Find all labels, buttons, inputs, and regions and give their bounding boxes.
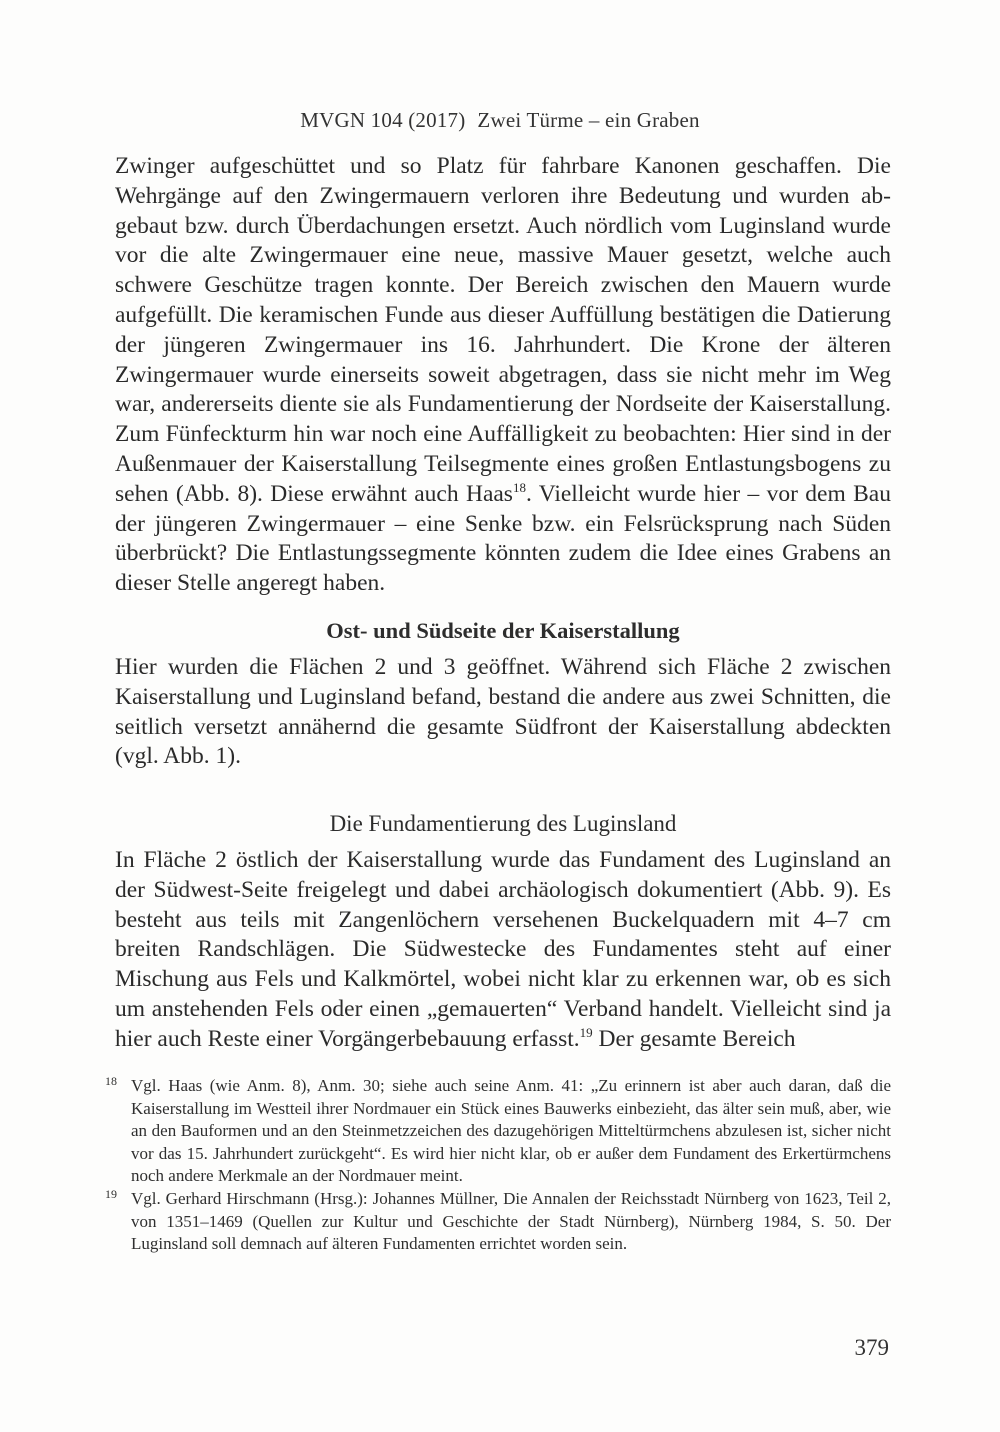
subsection-heading: Die Fundamentierung des Luginsland (329, 811, 677, 836)
section-heading: Ost- und Südseite der Kaiserstallung (326, 618, 680, 643)
footnote (105, 1074, 891, 1188)
body-paragraph (115, 152, 891, 599)
footnote-reference[interactable]: 18 (512, 479, 526, 495)
footnote-number: 19 (105, 1186, 117, 1201)
article-title: Zwei Türme – ein Graben (477, 108, 700, 132)
paragraph-text: In Fläche 2 östlich der Kaiserstallung wurde das Fundament des Luginsland an der Südwest-Seite freigelegt und dabei archäologisch dokumentiert (Abb. 9). Es besteht aus teils mit Zangenlöchern versehenen Buckelquadern mit 4–7 cm breiten Randschlägen. Die Südwestecke des Fundamentes steht auf einer Mischung aus Fels und Kalkmörtel, wobei nicht klar zu erkennen war, ob es sich um anstehenden Fels oder einen „gemauerten“ Verband handelt. Vielleicht sind ja hier auch Reste einer Vorgängerbebauung erfasst. (115, 847, 891, 1052)
running-header (0, 108, 1000, 133)
footnotes (105, 1074, 891, 1256)
body-paragraph: Hier wurden die Flächen 2 und 3 geöffnet. Während sich Fläche 2 zwischen Kaiserstallung und Luginsland befand, bestand die andere aus zwei Schnitten, die seitlich versetzt annähernd die gesamte Südfront der Kaiserstallung abdeckten (vgl. Abb. 1). (115, 654, 891, 770)
footnote-text: Vgl. Gerhard Hirschmann (Hrsg.): Johannes Müllner, Die Annalen der Reichsstadt Nürnberg von 1623, Teil 2, von 1351–1469 (Quellen zur Kultur und Geschichte der Stadt Nürnberg), Nürnberg 1984, S. 50. Der Luginsland soll demnach auf älteren Fundamenten errichtet worden sein. (131, 1188, 891, 1254)
footnote-number: 18 (105, 1074, 117, 1088)
journal-reference: MVGN 104 (2017) (300, 108, 466, 132)
paragraph-text-continued: Der gesamte Bereich (592, 1025, 796, 1052)
body-paragraph (115, 846, 891, 1055)
page-number: 379 (854, 1335, 889, 1360)
footnote-reference[interactable]: 19 (579, 1024, 593, 1040)
paragraph-text: Zwinger aufgeschüttet und so Platz für fahrbare Kanonen geschaffen. Die Wehrgänge auf den Zwingermauern verloren ihre Bedeutung und wurden abgebaut bzw. durch Überdachungen ersetzt. Auch nördlich vom Luginsland wurde vor die alte Zwingermauer eine neue, massive Mauer gesetzt, welche auch schwere Geschütze tragen konnte. Der Bereich zwischen den Mauern wurde aufgefüllt. Die keramischen Funde aus dieser Auffüllung bestätigen die Datierung der jüngeren Zwingermauer ins 16. Jahrhundert. Die Krone der älteren Zwingermauer wurde einerseits soweit abgetragen, dass sie nicht mehr im Weg war, andererseits diente sie als Fundamentierung der Nordseite der Kaiserstallung. Zum Fünfeckturm hin war noch eine Auffälligkeit zu beobachten: Hier sind in der Außenmauer der Kaiserstallung Teilsegmente eines großen Entlastungsbogens zu sehen (Abb. 8). Diese erwähnt auch Haas (115, 153, 891, 507)
paragraph-text-continued: . Vielleicht wurde hier – vor dem Bau der jüngeren Zwingermauer – eine Senke bzw. ein Felsrücksprung nach Süden überbrückt? Die Entlastungssegmente könnten zudem die Idee eines Grabens an dieser Stelle angeregt haben. (115, 480, 891, 597)
footnote (105, 1186, 891, 1256)
footnote-text: Vgl. Haas (wie Anm. 8), Anm. 30; siehe auch seine Anm. 41: „Zu erinnern ist aber auch daran, daß die Kaiserstallung im Westteil ihrer Nordmauer ein Stück eines Bauwerks einbezieht, das älter sein muß, aber, wie an den Bauformen und an den Steinmetzzeichen des dazugehörigen Mitteltürmchens abzulesen ist, sicher nicht vor das 15. Jahrhundert zurückgeht“. Es wird hier nicht klar, ob er außer dem Fundament des Erkertürmchens noch andere Merkmale an der Nordmauer meint. (131, 1076, 891, 1186)
